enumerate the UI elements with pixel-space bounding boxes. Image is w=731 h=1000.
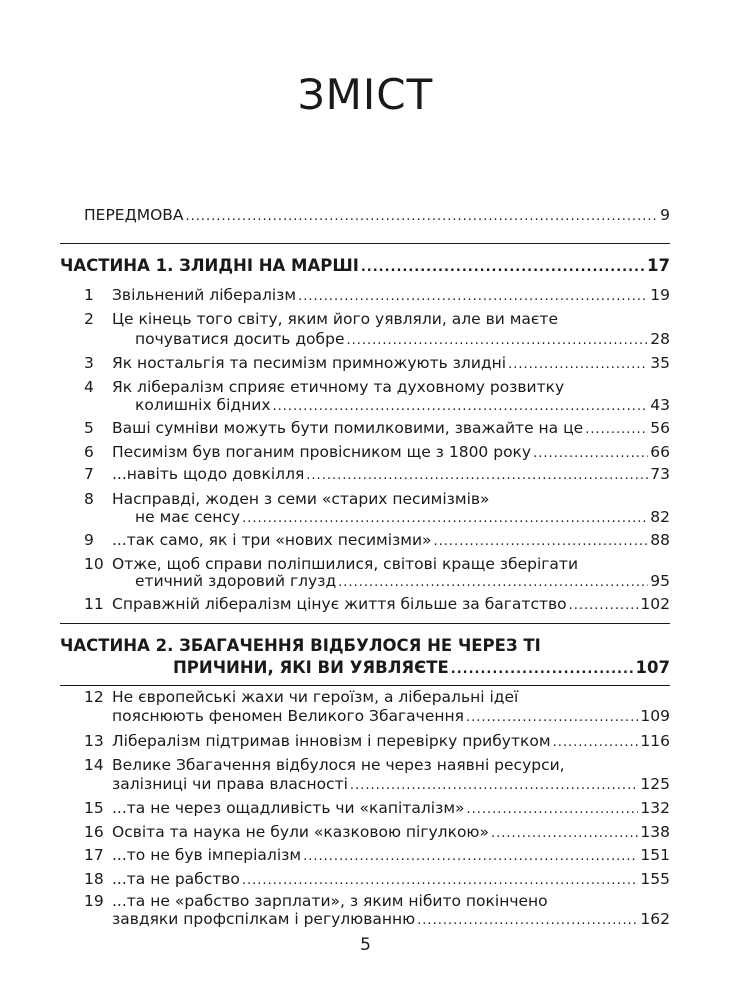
- toc-leader-dots: [273, 399, 649, 414]
- toc-leader-dots: [350, 778, 638, 793]
- toc-leader-dots: [434, 534, 649, 549]
- toc-entry-number: 2: [84, 310, 94, 328]
- toc-leader-dots: [466, 710, 638, 725]
- toc-entry-page: 132: [640, 799, 670, 817]
- toc-entry-title: ...та не рабство: [112, 870, 240, 888]
- toc-entry-title-cont: не має сенсу: [135, 508, 241, 526]
- toc-entry-title: ...так само, як і три «нових песимізми»: [112, 531, 432, 549]
- toc-entry: [112, 870, 670, 888]
- toc-entry: [112, 465, 670, 483]
- toc-entry: [112, 732, 670, 750]
- toc-entry-title-cont: колишніх бідних: [135, 396, 271, 414]
- toc-leader-dots: [533, 446, 648, 461]
- toc-entry-page: 95: [650, 572, 670, 590]
- toc-entry-title-cont: почуватися досить добре: [135, 330, 345, 348]
- toc-entry-title: ...та не через ощадливість чи «капіталізм»: [112, 799, 465, 817]
- toc-entry-number: 9: [84, 531, 94, 549]
- toc-leader-dots: [569, 598, 639, 613]
- toc-entry-title: Звільнений лібералізм: [112, 286, 297, 304]
- toc-entry-number: 16: [84, 823, 104, 841]
- toc-leader-dots: [186, 209, 659, 224]
- toc-entry-page: 88: [650, 531, 670, 549]
- toc-leader-dots: [242, 511, 648, 526]
- page-title: ЗМІСТ: [297, 70, 434, 119]
- toc-leader-dots: [306, 468, 648, 483]
- toc-entry: [112, 595, 670, 613]
- toc-leader-dots: [303, 849, 638, 864]
- toc-entry: [112, 443, 670, 461]
- toc-leader-dots: [451, 662, 634, 677]
- toc-entry: [135, 572, 670, 590]
- divider: [60, 243, 670, 244]
- toc-part-1: [60, 256, 670, 275]
- toc-entry-title-cont: пояснюють феномен Великого Збагачення: [112, 707, 464, 725]
- toc-entry: [112, 846, 670, 864]
- toc-entry-page: 162: [640, 910, 670, 928]
- toc-leader-dots: [553, 735, 639, 750]
- toc-entry-title-cont: етичний здоровий глузд: [135, 572, 337, 590]
- toc-entry: [135, 508, 670, 526]
- toc-entry-number: 3: [84, 354, 94, 372]
- toc-entry-page: 151: [640, 846, 670, 864]
- toc-entry-number: 4: [84, 378, 94, 396]
- toc-entry-title: Лібералізм підтримав інновізм і перевірку прибутком: [112, 732, 551, 750]
- toc-entry: [112, 910, 670, 928]
- toc-leader-dots: [508, 357, 648, 372]
- toc-entry-number: 18: [84, 870, 104, 888]
- toc-entry-page: 125: [640, 775, 670, 793]
- toc-entry-title: Освіта та наука не були «казковою пігулкою»: [112, 823, 489, 841]
- toc-entry: [112, 286, 670, 304]
- toc-entry-number: 13: [84, 732, 104, 750]
- toc-entry-page: 19: [650, 286, 670, 304]
- toc-entry-title: Як лібералізм сприяє етичному та духовному розвитку: [112, 378, 565, 396]
- toc-part-2-label-line2: ПРИЧИНИ, ЯКІ ВИ УЯВЛЯЄТЕ: [173, 658, 449, 677]
- divider: [60, 623, 670, 624]
- toc-entry-title: Як ностальгія та песимізм примножують злидні: [112, 354, 507, 372]
- toc-entry-page: 43: [650, 396, 670, 414]
- toc-entry-page: 35: [650, 354, 670, 372]
- toc-preface-page: 9: [660, 206, 670, 224]
- toc-entry-page: 109: [640, 707, 670, 725]
- toc-entry: [112, 775, 670, 793]
- toc-entry-title: Це кінець того світу, яким його уявляли, але ви маєте: [112, 310, 558, 328]
- toc-entry-title: ...то не був імперіалізм: [112, 846, 302, 864]
- toc-entry-title: Отже, щоб справи поліпшилися, світові краще зберігати: [112, 555, 579, 573]
- toc-entry-title: ...та не «рабство зарплати», з яким нібито покінчено: [112, 892, 548, 910]
- toc-entry-page: 102: [640, 595, 670, 613]
- toc-entry: [112, 799, 670, 817]
- toc-entry-number: 8: [84, 490, 94, 508]
- toc-leader-dots: [361, 260, 645, 275]
- toc-part-1-page: 17: [647, 256, 670, 275]
- toc-entry: [112, 531, 670, 549]
- toc-leader-dots: [417, 913, 638, 928]
- toc-entry-page: 138: [640, 823, 670, 841]
- toc-leader-dots: [242, 873, 639, 888]
- toc-entry: [112, 419, 670, 437]
- toc-entry-page: 56: [650, 419, 670, 437]
- toc-entry-title: Песимізм був поганим провісником ще з 1800 року: [112, 443, 532, 461]
- toc-entry: [135, 396, 670, 414]
- toc-entry-number: 5: [84, 419, 94, 437]
- toc-entry-number: 11: [84, 595, 104, 613]
- toc-entry: [112, 354, 670, 372]
- toc-entry-title: ...навіть щодо довкілля: [112, 465, 305, 483]
- toc-entry-number: 1: [84, 286, 94, 304]
- toc-entry: [135, 330, 670, 348]
- toc-entry-title: Не європейські жахи чи героїзм, а ліберальні ідеї: [112, 688, 519, 706]
- toc-entry-number: 15: [84, 799, 104, 817]
- toc-entry: [112, 707, 670, 725]
- toc-entry-title-cont: завдяки профспілкам і регулюванню: [112, 910, 416, 928]
- toc-entry: [112, 823, 670, 841]
- toc-preface: [84, 206, 670, 224]
- toc-entry-page: 73: [650, 465, 670, 483]
- toc-entry-title: Ваші сумніви можуть бути помилковими, зважайте на це: [112, 419, 584, 437]
- toc-leader-dots: [298, 289, 648, 304]
- toc-entry-page: 28: [650, 330, 670, 348]
- toc-leader-dots: [585, 422, 648, 437]
- toc-preface-label: ПЕРЕДМОВА: [84, 206, 184, 224]
- toc-entry-page: 116: [640, 732, 670, 750]
- toc-part-2-page: 107: [635, 658, 670, 677]
- toc-entry-page: 82: [650, 508, 670, 526]
- toc-entry-title: Велике Збагачення відбулося не через наявні ресурси,: [112, 756, 565, 774]
- toc-leader-dots: [338, 575, 648, 590]
- toc-leader-dots: [467, 802, 639, 817]
- divider: [60, 685, 670, 686]
- page-number: 5: [360, 935, 371, 955]
- toc-leader-dots: [346, 333, 648, 348]
- toc-entry-title: Справжній лібералізм цінує життя більше за багатство: [112, 595, 567, 613]
- toc-part-2: [173, 658, 670, 677]
- toc-entry-title-cont: залізниці чи права власності: [112, 775, 348, 793]
- toc-entry-page: 155: [640, 870, 670, 888]
- toc-entry-title: Насправді, жоден з семи «старих песимізмів»: [112, 490, 490, 508]
- toc-entry-page: 66: [650, 443, 670, 461]
- toc-part-1-label: ЧАСТИНА 1. ЗЛИДНІ НА МАРШІ: [60, 256, 359, 275]
- toc-leader-dots: [491, 826, 638, 841]
- toc-entry-number: 10: [84, 555, 104, 573]
- toc-entry-number: 7: [84, 465, 94, 483]
- toc-part-2-label-line1: ЧАСТИНА 2. ЗБАГАЧЕННЯ ВІДБУЛОСЯ НЕ ЧЕРЕЗ ТІ: [60, 636, 541, 655]
- toc-entry-number: 6: [84, 443, 94, 461]
- toc-entry-number: 19: [84, 892, 104, 910]
- toc-entry-number: 14: [84, 756, 104, 774]
- toc-entry-number: 12: [84, 688, 104, 706]
- toc-entry-number: 17: [84, 846, 104, 864]
